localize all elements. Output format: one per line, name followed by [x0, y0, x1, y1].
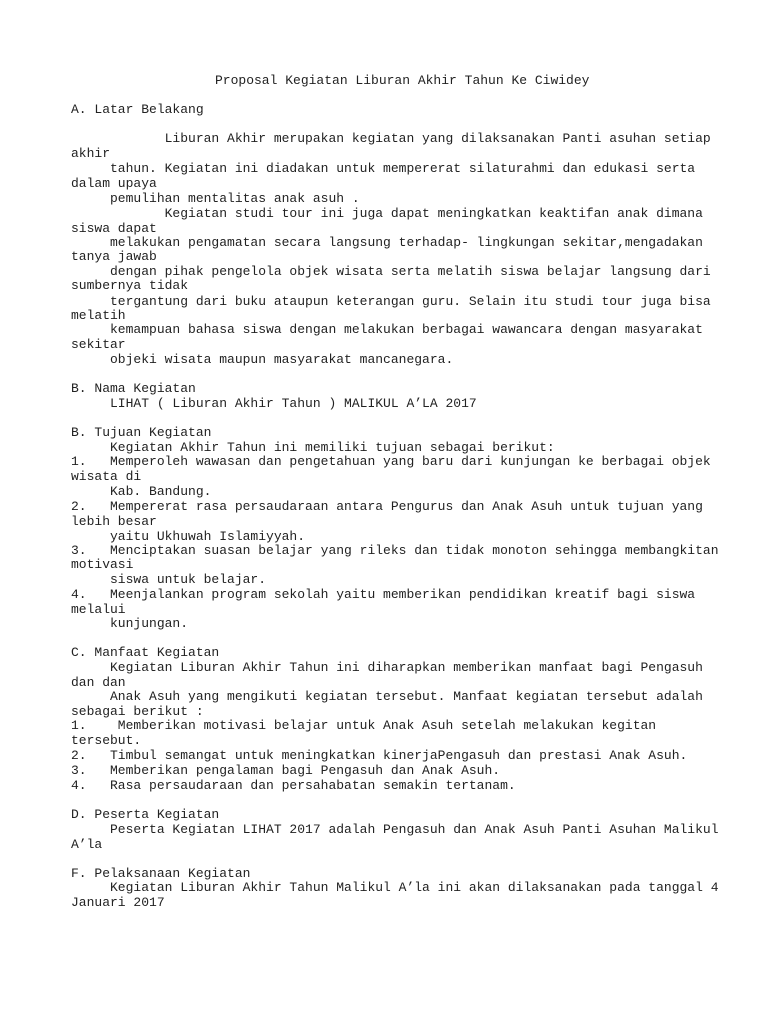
paragraph-line: Kegiatan Liburan Akhir Tahun ini diharapkan memberikan manfaat bagi Pengasuh — [71, 660, 703, 675]
paragraph-line: Liburan Akhir merupakan kegiatan yang dilaksanakan Panti asuhan setiap — [71, 131, 711, 146]
paragraph-line: lebih besar — [71, 514, 157, 529]
paragraph-line: Kegiatan Liburan Akhir Tahun Malikul A’la ini akan dilaksanakan pada tanggal 4 — [71, 880, 719, 895]
paragraph-line: objeki wisata maupun masyarakat mancanegara. — [71, 352, 454, 367]
paragraph-line: sebagai berikut : — [71, 704, 204, 719]
paragraph-line: Januari 2017 — [71, 895, 165, 910]
paragraph-line: Anak Asuh yang mengikuti kegiatan tersebut. Manfaat kegiatan tersebut adalah — [71, 689, 703, 704]
paragraph-line: Kab. Bandung. — [71, 484, 212, 499]
paragraph-line: siswa dapat — [71, 221, 157, 236]
paragraph-line: sumbernya tidak — [71, 278, 189, 293]
list-item: 4. Meenjalankan program sekolah yaitu memberikan pendidikan kreatif bagi siswa — [71, 587, 696, 602]
paragraph-line: yaitu Ukhuwah Islamiyyah. — [71, 529, 306, 544]
paragraph-line: tahun. Kegiatan ini diadakan untuk mempererat silaturahmi dan edukasi serta — [71, 161, 696, 176]
paragraph-line: siswa untuk belajar. — [71, 572, 267, 587]
paragraph-line: tersebut. — [71, 733, 142, 748]
list-item: 1. Memperoleh wawasan dan pengetahuan yang baru dari kunjungan ke berbagai objek — [71, 454, 711, 469]
paragraph-line: akhir — [71, 146, 111, 161]
paragraph-line: kunjungan. — [71, 616, 189, 631]
list-item: 4. Rasa persaudaraan dan persahabatan semakin tertanam. — [71, 778, 516, 793]
paragraph-line: Kegiatan studi tour ini juga dapat meningkatkan keaktifan anak dimana — [71, 206, 703, 221]
paragraph-line: A’la — [71, 837, 103, 852]
paragraph-line: motivasi — [71, 557, 134, 572]
heading-tujuan-kegiatan: B. Tujuan Kegiatan — [71, 425, 212, 440]
list-item: 3. Memberikan pengalaman bagi Pengasuh dan Anak Asuh. — [71, 763, 501, 778]
heading-manfaat-kegiatan: C. Manfaat Kegiatan — [71, 645, 220, 660]
paragraph-line: tanya jawab — [71, 249, 157, 264]
paragraph-line: dalam upaya — [71, 176, 157, 191]
paragraph-line: pemulihan mentalitas anak asuh . — [71, 191, 360, 206]
list-item: 1. Memberikan motivasi belajar untuk Anak Asuh setelah melakukan kegitan — [71, 718, 657, 733]
paragraph-line: melatih — [71, 308, 126, 323]
paragraph-line: wisata di — [71, 469, 142, 484]
paragraph-line: tergantung dari buku ataupun keterangan guru. Selain itu studi tour juga bisa — [71, 294, 711, 309]
document-title: Proposal Kegiatan Liburan Akhir Tahun Ke Ciwidey — [215, 73, 590, 88]
heading-pelaksanaan-kegiatan: F. Pelaksanaan Kegiatan — [71, 866, 251, 881]
paragraph-line: melakukan pengamatan secara langsung terhadap- lingkungan sekitar,mengadakan — [71, 235, 703, 250]
paragraph-line: Peserta Kegiatan LIHAT 2017 adalah Pengasuh dan Anak Asuh Panti Asuhan Malikul — [71, 822, 719, 837]
paragraph-line: dan dan — [71, 675, 126, 690]
paragraph-line: kemampuan bahasa siswa dengan melakukan berbagai wawancara dengan masyarakat — [71, 322, 703, 337]
list-item: 2. Mempererat rasa persaudaraan antara Pengurus dan Anak Asuh untuk tujuan yang — [71, 499, 703, 514]
heading-peserta-kegiatan: D. Peserta Kegiatan — [71, 807, 220, 822]
heading-nama-kegiatan: B. Nama Kegiatan — [71, 381, 196, 396]
list-item: 2. Timbul semangat untuk meningkatkan kinerjaPengasuh dan prestasi Anak Asuh. — [71, 748, 688, 763]
list-item: 3. Menciptakan suasan belajar yang rileks dan tidak monoton sehingga membangkitan — [71, 543, 719, 558]
paragraph-line: Kegiatan Akhir Tahun ini memiliki tujuan sebagai berikut: — [71, 440, 555, 455]
paragraph-line: dengan pihak pengelola objek wisata serta melatih siswa belajar langsung dari — [71, 264, 711, 279]
paragraph-line: sekitar — [71, 337, 126, 352]
heading-latar-belakang: A. Latar Belakang — [71, 102, 204, 117]
paragraph-line: LIHAT ( Liburan Akhir Tahun ) MALIKUL A’LA 2017 — [71, 396, 477, 411]
paragraph-line: melalui — [71, 602, 126, 617]
